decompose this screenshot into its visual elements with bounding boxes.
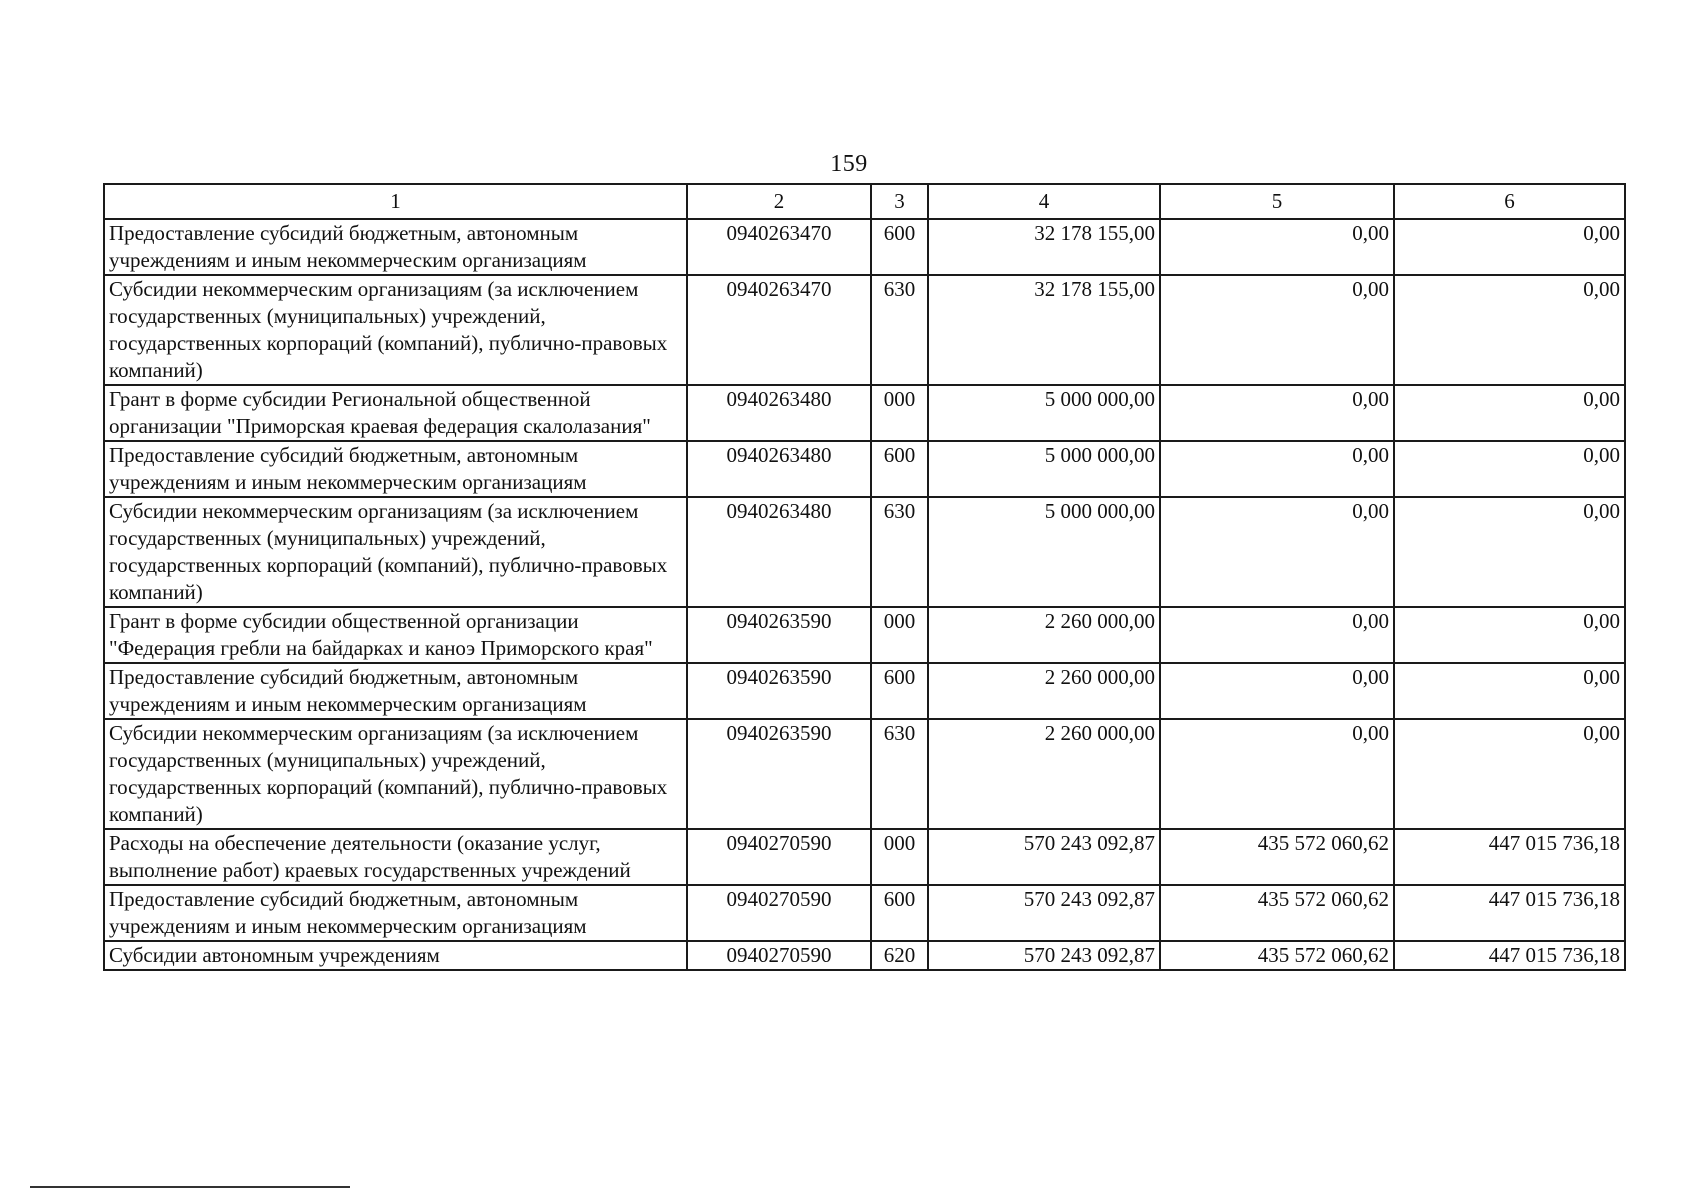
row-value-col5: 435 572 060,62 xyxy=(1160,941,1394,970)
row-code-cell: 0940263480 xyxy=(687,385,871,441)
row-value-col6: 0,00 xyxy=(1394,275,1625,385)
row-value-col4: 570 243 092,87 xyxy=(928,829,1160,885)
row-value-col5: 435 572 060,62 xyxy=(1160,885,1394,941)
row-value-col6: 447 015 736,18 xyxy=(1394,941,1625,970)
row-value-col5: 0,00 xyxy=(1160,497,1394,607)
row-value-col4: 32 178 155,00 xyxy=(928,275,1160,385)
row-value-col6: 0,00 xyxy=(1394,441,1625,497)
row-name-cell: Субсидии некоммерческим организациям (за исключением государственных (муниципальных) учреждений, государственных корпораций (компаний), публично-правовых компаний) xyxy=(104,497,687,607)
row-name-cell: Предоставление субсидий бюджетным, автономным учреждениям и иным некоммерческим организациям xyxy=(104,663,687,719)
table-row xyxy=(104,219,1625,275)
row-code-cell: 0940263470 xyxy=(687,219,871,275)
row-type-cell: 630 xyxy=(871,497,928,607)
row-value-col4: 570 243 092,87 xyxy=(928,941,1160,970)
page-number: 159 xyxy=(830,151,868,177)
column-header: 6 xyxy=(1394,184,1625,219)
column-header: 2 xyxy=(687,184,871,219)
table-row xyxy=(104,275,1625,385)
row-value-col5: 0,00 xyxy=(1160,275,1394,385)
table-row xyxy=(104,719,1625,829)
table-row xyxy=(104,941,1625,970)
row-name-cell: Предоставление субсидий бюджетным, автономным учреждениям и иным некоммерческим организациям xyxy=(104,219,687,275)
row-value-col4: 5 000 000,00 xyxy=(928,385,1160,441)
table-row xyxy=(104,663,1625,719)
row-value-col4: 32 178 155,00 xyxy=(928,219,1160,275)
row-value-col6: 447 015 736,18 xyxy=(1394,829,1625,885)
table-row xyxy=(104,385,1625,441)
footer-divider xyxy=(30,1186,350,1188)
table-row xyxy=(104,441,1625,497)
row-type-cell: 600 xyxy=(871,663,928,719)
row-code-cell: 0940263590 xyxy=(687,719,871,829)
row-value-col4: 2 260 000,00 xyxy=(928,607,1160,663)
row-value-col5: 0,00 xyxy=(1160,663,1394,719)
column-header: 4 xyxy=(928,184,1160,219)
row-name-cell: Предоставление субсидий бюджетным, автономным учреждениям и иным некоммерческим организациям xyxy=(104,885,687,941)
row-value-col6: 0,00 xyxy=(1394,219,1625,275)
table-row xyxy=(104,829,1625,885)
row-value-col4: 2 260 000,00 xyxy=(928,719,1160,829)
row-type-cell: 620 xyxy=(871,941,928,970)
row-code-cell: 0940270590 xyxy=(687,941,871,970)
row-value-col6: 0,00 xyxy=(1394,385,1625,441)
table-body xyxy=(104,219,1625,970)
row-value-col5: 0,00 xyxy=(1160,385,1394,441)
row-type-cell: 000 xyxy=(871,385,928,441)
row-type-cell: 630 xyxy=(871,275,928,385)
row-type-cell: 600 xyxy=(871,219,928,275)
table-row xyxy=(104,885,1625,941)
row-code-cell: 0940263480 xyxy=(687,441,871,497)
row-value-col6: 0,00 xyxy=(1394,663,1625,719)
row-code-cell: 0940270590 xyxy=(687,885,871,941)
row-name-cell: Расходы на обеспечение деятельности (оказание услуг, выполнение работ) краевых государственных учреждений xyxy=(104,829,687,885)
row-code-cell: 0940270590 xyxy=(687,829,871,885)
table-row xyxy=(104,497,1625,607)
row-value-col4: 5 000 000,00 xyxy=(928,497,1160,607)
column-header: 3 xyxy=(871,184,928,219)
row-value-col4: 570 243 092,87 xyxy=(928,885,1160,941)
row-name-cell: Предоставление субсидий бюджетным, автономным учреждениям и иным некоммерческим организациям xyxy=(104,441,687,497)
row-value-col5: 0,00 xyxy=(1160,441,1394,497)
row-code-cell: 0940263590 xyxy=(687,663,871,719)
row-name-cell: Субсидии некоммерческим организациям (за исключением государственных (муниципальных) учреждений, государственных корпораций (компаний), публично-правовых компаний) xyxy=(104,275,687,385)
row-value-col5: 0,00 xyxy=(1160,719,1394,829)
row-type-cell: 600 xyxy=(871,441,928,497)
row-type-cell: 000 xyxy=(871,607,928,663)
row-name-cell: Грант в форме субсидии общественной организации "Федерация гребли на байдарках и каноэ Приморского края" xyxy=(104,607,687,663)
table-row xyxy=(104,607,1625,663)
row-type-cell: 630 xyxy=(871,719,928,829)
row-value-col6: 0,00 xyxy=(1394,719,1625,829)
row-value-col4: 2 260 000,00 xyxy=(928,663,1160,719)
row-value-col5: 435 572 060,62 xyxy=(1160,829,1394,885)
row-value-col6: 0,00 xyxy=(1394,497,1625,607)
row-code-cell: 0940263590 xyxy=(687,607,871,663)
row-value-col6: 0,00 xyxy=(1394,607,1625,663)
row-type-cell: 000 xyxy=(871,829,928,885)
row-name-cell: Грант в форме субсидии Региональной общественной организации "Приморская краевая федерация скалолазания" xyxy=(104,385,687,441)
row-type-cell: 600 xyxy=(871,885,928,941)
row-value-col5: 0,00 xyxy=(1160,607,1394,663)
budget-table xyxy=(103,183,1626,971)
header-row xyxy=(104,184,1625,219)
row-code-cell: 0940263470 xyxy=(687,275,871,385)
row-value-col5: 0,00 xyxy=(1160,219,1394,275)
row-code-cell: 0940263480 xyxy=(687,497,871,607)
column-header: 1 xyxy=(104,184,687,219)
row-name-cell: Субсидии некоммерческим организациям (за исключением государственных (муниципальных) учреждений, государственных корпораций (компаний), публично-правовых компаний) xyxy=(104,719,687,829)
row-name-cell: Субсидии автономным учреждениям xyxy=(104,941,687,970)
row-value-col4: 5 000 000,00 xyxy=(928,441,1160,497)
row-value-col6: 447 015 736,18 xyxy=(1394,885,1625,941)
column-header: 5 xyxy=(1160,184,1394,219)
